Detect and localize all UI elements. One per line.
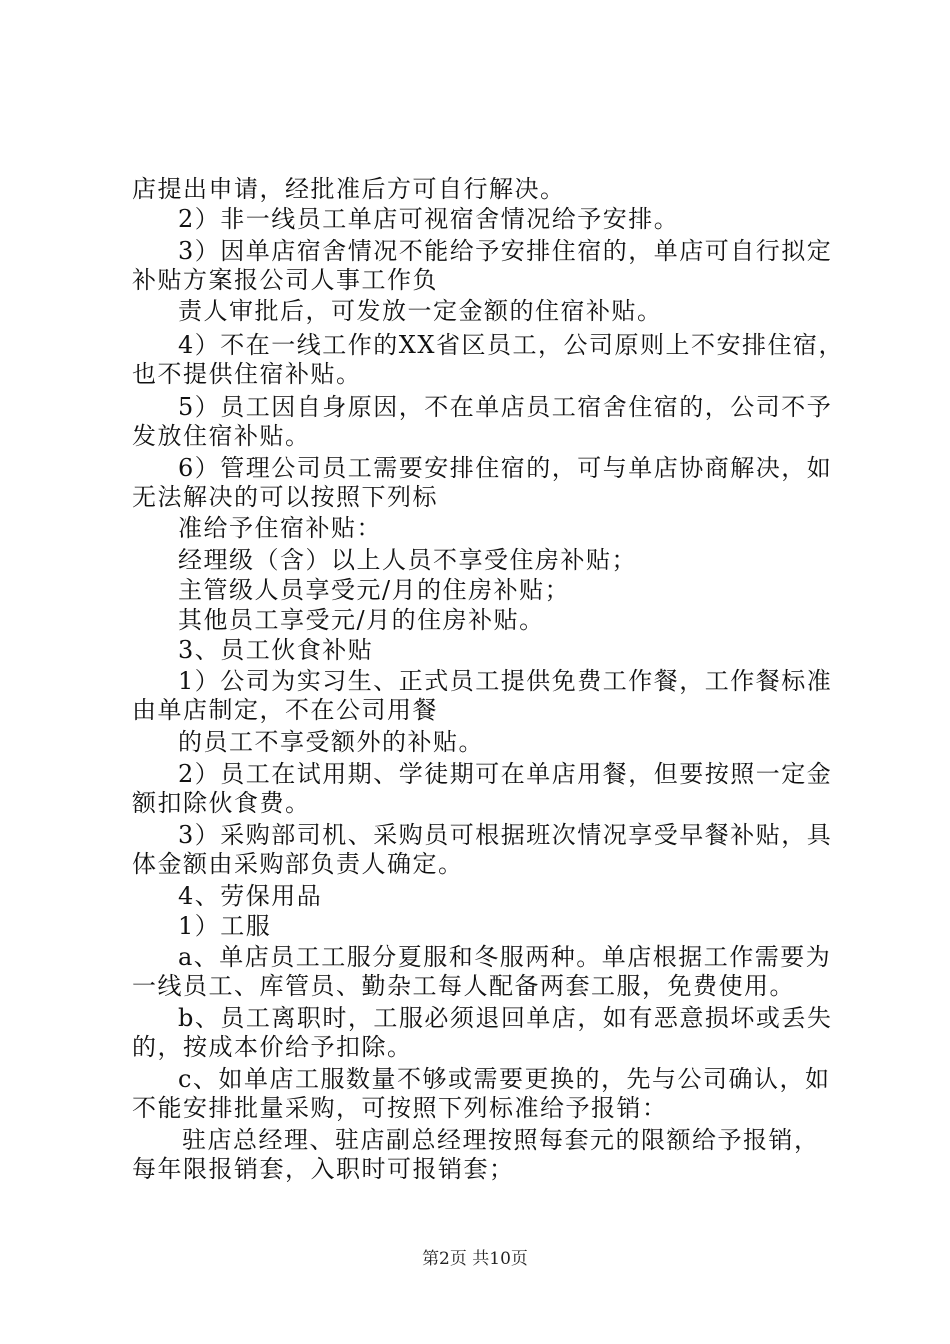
text-line: 3）因单店宿舍情况不能给予安排住宿的，单店可自行拟定: [178, 237, 833, 265]
text-line: 补贴方案报公司人事工作负: [132, 266, 438, 294]
text-line: 额扣除伙食费。: [132, 789, 311, 817]
text-line: 每年限报销套，入职时可报销套；: [132, 1155, 515, 1183]
text-line: 其他员工享受元/月的住房补贴。: [178, 606, 545, 634]
section-heading: 4、劳保用品: [178, 882, 323, 910]
text-line: 无法解决的可以按照下列标: [132, 483, 438, 511]
text-line: c、如单店工服数量不够或需要更换的，先与公司确认，如: [178, 1065, 831, 1093]
text-line: 2）非一线员工单店可视宿舍情况给予安排。: [178, 205, 680, 233]
text-line: a、单店员工工服分夏服和冬服两种。单店根据工作需要为: [178, 943, 832, 971]
text-line: 1）公司为实习生、正式员工提供免费工作餐，工作餐标准: [178, 667, 833, 695]
text-line: 驻店总经理、驻店副总经理按照每套元的限额给予报销，: [182, 1126, 820, 1154]
text-line: 4）不在一线工作的XX省区员工，公司原则上不安排住宿，: [178, 331, 844, 359]
text-line: 主管级人员享受元/月的住房补贴；: [178, 576, 571, 604]
subsection-heading: 1）工服: [178, 912, 272, 940]
text-line: 责人审批后，可发放一定金额的住宿补贴。: [178, 297, 663, 325]
text-line: 2）员工在试用期、学徒期可在单店用餐，但要按照一定金: [178, 760, 833, 788]
text-line: 一线员工、库管员、勤杂工每人配备两套工服，免费使用。: [132, 972, 795, 1000]
text-line: b、员工离职时，工服必须退回单店，如有恶意损坏或丢失: [178, 1004, 833, 1032]
text-line: 经理级（含）以上人员不享受住房补贴；: [178, 546, 637, 574]
text-line: 5）员工因自身原因，不在单店员工宿舍住宿的，公司不予: [178, 393, 833, 421]
text-line: 发放住宿补贴。: [132, 422, 311, 450]
text-line: 体金额由采购部负责人确定。: [132, 850, 464, 878]
text-line: 店提出申请，经批准后方可自行解决。: [132, 175, 566, 203]
text-line: 的，按成本价给予扣除。: [132, 1033, 413, 1061]
page-number-footer: 第2页 共10页: [422, 1249, 528, 1269]
text-line: 不能安排批量采购，可按照下列标准给予报销：: [132, 1094, 668, 1122]
text-line: 6）管理公司员工需要安排住宿的，可与单店协商解决，如: [178, 454, 833, 482]
text-line: 由单店制定，不在公司用餐: [132, 696, 438, 724]
text-line: 准给予住宿补贴：: [178, 514, 382, 542]
text-line: 3）采购部司机、采购员可根据班次情况享受早餐补贴，具: [178, 821, 833, 849]
text-line: 的员工不享受额外的补贴。: [178, 728, 484, 756]
section-heading: 3、员工伙食补贴: [178, 636, 374, 664]
text-line: 也不提供住宿补贴。: [132, 360, 362, 388]
